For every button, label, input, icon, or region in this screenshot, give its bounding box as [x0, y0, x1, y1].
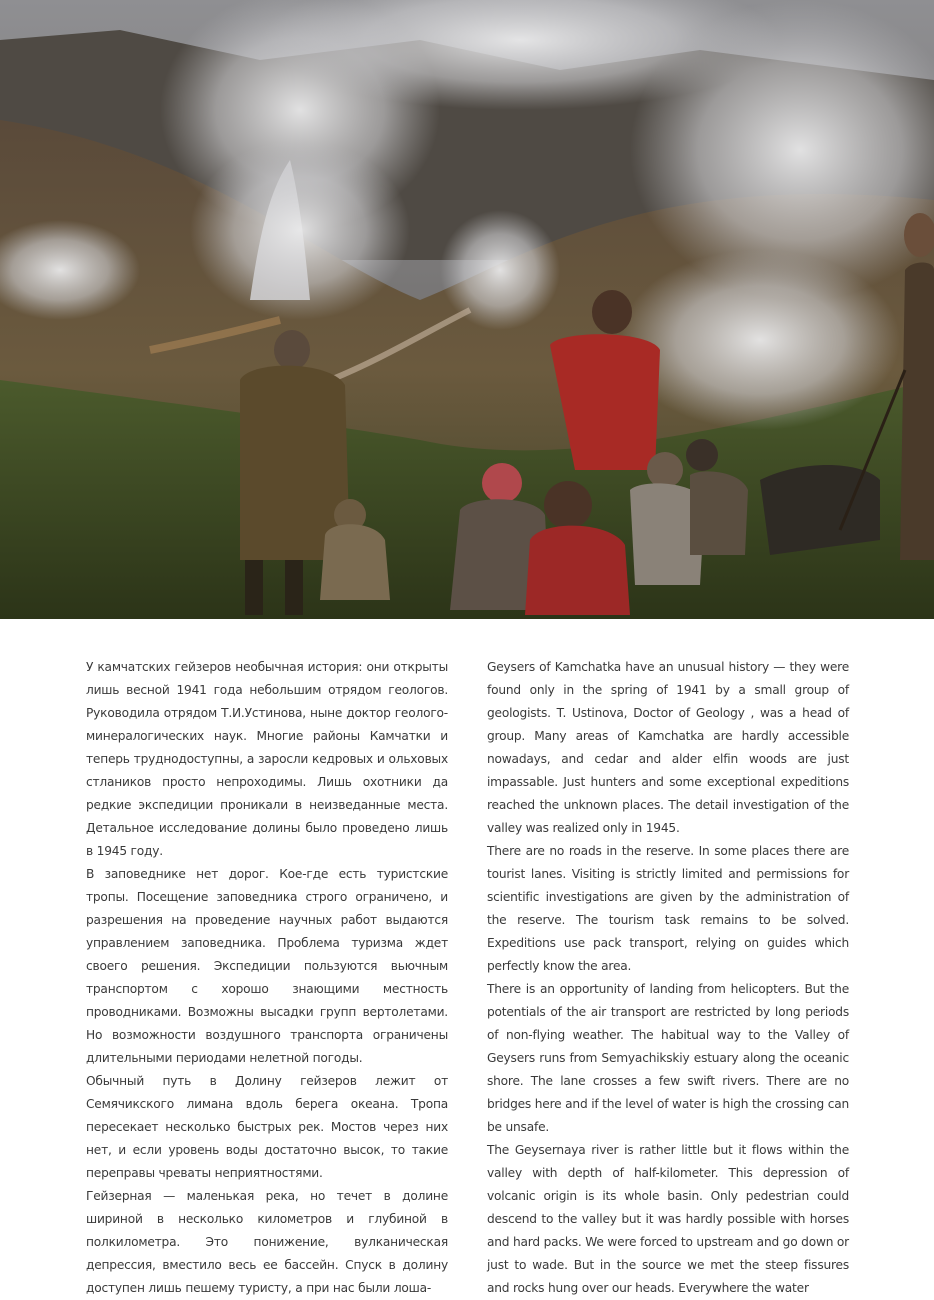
russian-text-column [86, 656, 448, 1300]
ru-paragraph-4: Гейзерная — маленькая река, но течет в долине шириной в несколько километров и глубиной в полкилометра. Это понижение, вулканическая депрессия, вместило весь ее бассейн. Спуск в долину доступен лишь пешему туристу, а при нас были лоша- [86, 1189, 448, 1295]
en-paragraph-1: Geysers of Kamchatka have an unusual history — they were found only in the spring of 1941 by a small group of geologists. T. Ustinova, Doctor of Geology , was a head of group. Many areas of Kamchatka are hardly accessible nowadays, and cedar and alder elfin woods are just impassable. Just hunters and some exceptional expeditions reached the unknown places. The detail investigation of the valley was realized only in 1945. [487, 660, 849, 835]
english-text-column [487, 656, 849, 1300]
en-paragraph-4: The Geysernaya river is rather little but it flows within the valley with depth of half-kilometer. This depression of volcanic origin is its whole basin. Only pedestrian could descend to the valley but it was hardly possible with horses and hard packs. We were forced to upstream and go down or just to wade. But in the source we met the steep fissures and rocks hung over our heads. Everywhere the water [487, 1143, 849, 1295]
en-paragraph-2: There are no roads in the reserve. In some places there are tourist lanes. Visiting is strictly limited and permissions for scientific investigations are given by the administration of the reserve. The tourism task remains to be solved. Expeditions use pack transport, relying on guides which perfectly know the area. [487, 844, 849, 973]
ru-paragraph-1: У камчатских гейзеров необычная история: они открыты лишь весной 1941 года небольшим отрядом геологов. Руководила отрядом Т.И.Устинова, ныне доктор геолого-минералогических наук. Многие районы Камчатки и теперь труднодоступны, а заросли кедровых и ольховых стлаников просто непроходимы. Лишь охотники да редкие экспедиции проникали в неизведанные места. Детальное исследование долины было проведено лишь в 1945 году. [86, 660, 448, 858]
en-paragraph-3: There is an opportunity of landing from helicopters. But the potentials of the air transport are restricted by long periods of non-flying weather. The habitual way to the Valley of Geysers runs from Semyachikskiy estuary along the oceanic shore. The lane crosses a few swift rivers. There are no bridges here and if the level of water is high the crossing can be unsafe. [487, 982, 849, 1134]
ru-paragraph-3: Обычный путь в Долину гейзеров лежит от Семячикского лимана вдоль берега океана. Тропа пересекает несколько быстрых рек. Мостов через них нет, и если уровень воды достаточно высок, то такие переправы чреваты неприятностями. [86, 1074, 448, 1180]
geyser-valley-photo [0, 0, 934, 619]
ru-paragraph-2: В заповеднике нет дорог. Кое-где есть туристские тропы. Посещение заповедника строго ограничено, и разрешения на проведение научных работ выдаются управлением заповедника. Проблема туризма ждет своего решения. Экспедиции пользуются вьючным транспортом с хорошо знающими местность проводниками. Возможны высадки групп вертолетами. Но возможности воздушного транспорта ограничены длительными периодами нелетной погоды. [86, 867, 448, 1065]
photo-illustration [0, 0, 934, 619]
